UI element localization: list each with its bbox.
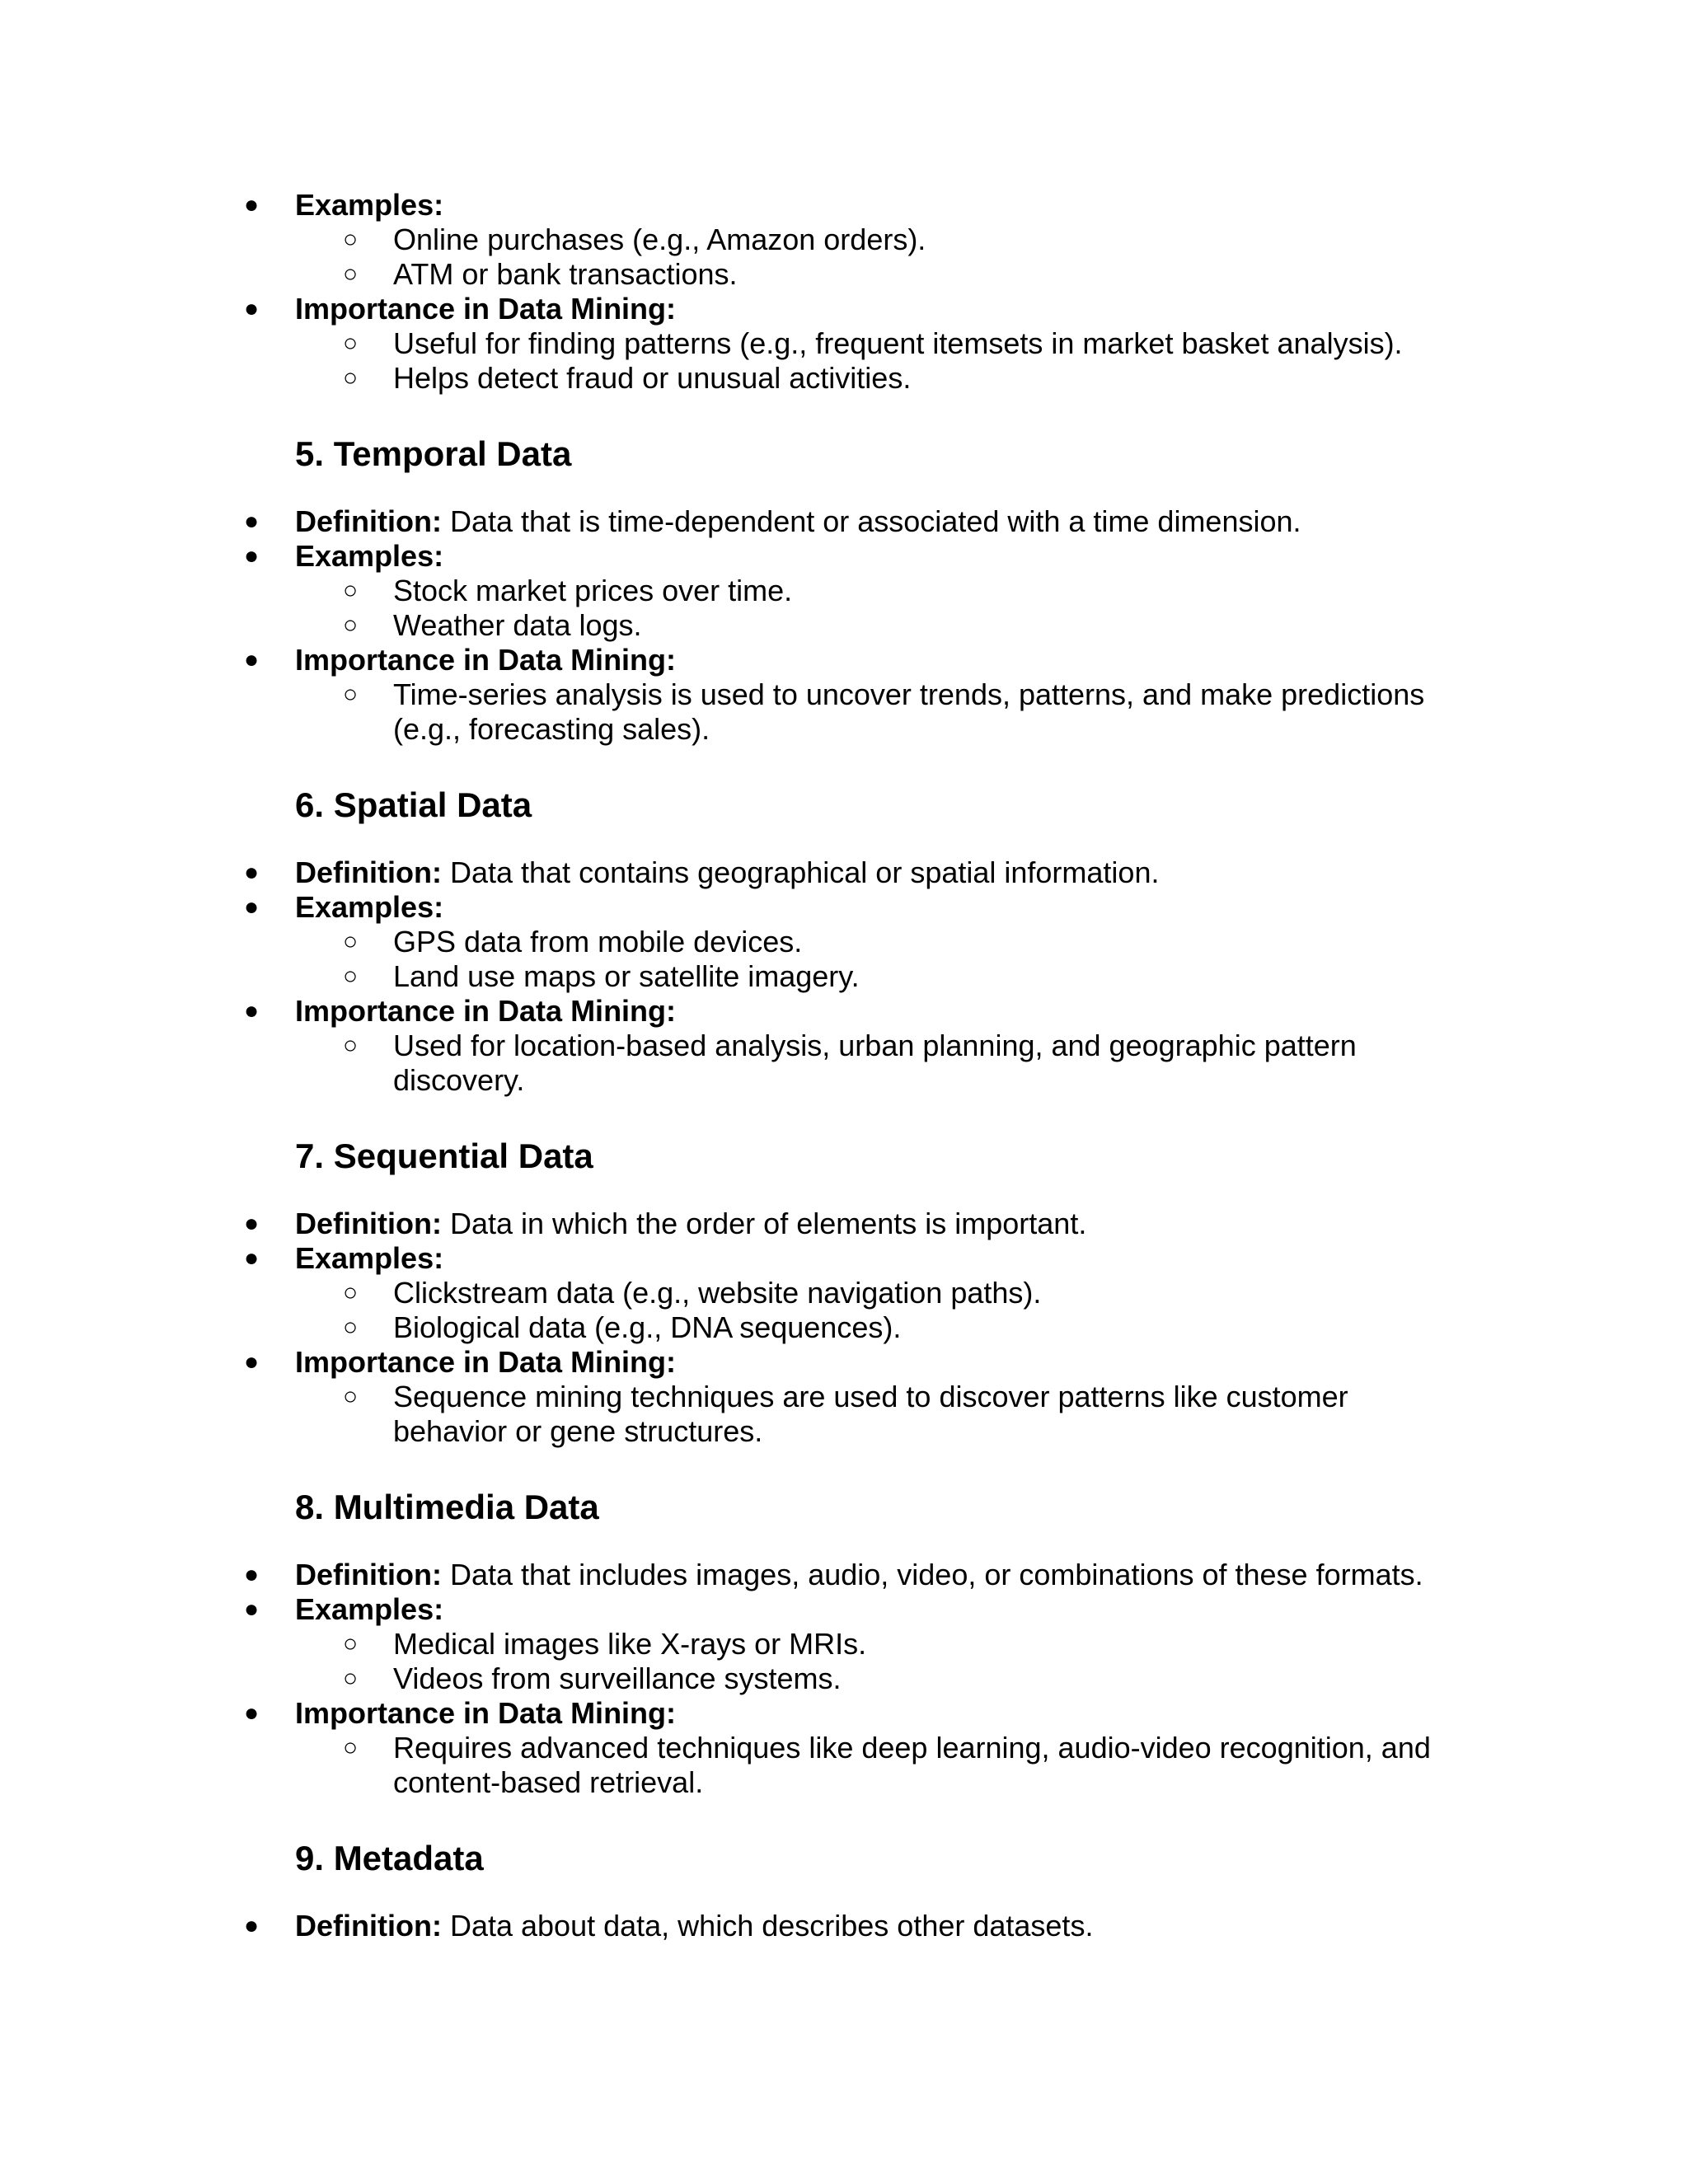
list-item (0, 1380, 1688, 1414)
list-item-continuation (0, 1063, 1688, 1098)
list-item-continuation (0, 1414, 1688, 1449)
bullet-icon: ● (244, 1210, 260, 1237)
list-item-continuation (0, 712, 1688, 747)
hollow-bullet-icon: ○ (343, 612, 359, 639)
bullet-icon: ● (244, 542, 260, 569)
definition-text: Data that contains geographical or spatial information. (441, 855, 1160, 889)
importance-label: Importance in Data Mining: (295, 1696, 677, 1730)
section-heading: 6. Spatial Data (295, 785, 532, 824)
definition-line (295, 1558, 1423, 1592)
hollow-bullet-icon: ○ (343, 577, 359, 604)
list-item (0, 1207, 1688, 1241)
section-heading: 5. Temporal Data (295, 434, 572, 473)
examples-label: Examples: (295, 1592, 444, 1626)
list-item (0, 855, 1688, 890)
definition-label: Definition: (295, 1558, 442, 1591)
importance-text: discovery. (393, 1063, 525, 1097)
list-item-continuation (0, 1765, 1688, 1800)
hollow-bullet-icon: ○ (343, 364, 359, 391)
bullet-icon: ● (244, 1244, 260, 1272)
list-item (0, 504, 1688, 539)
list-item (0, 188, 1688, 223)
examples-label: Examples: (295, 890, 444, 924)
list-item (0, 925, 1688, 959)
importance-label: Importance in Data Mining: (295, 994, 677, 1028)
example-text: Stock market prices over time. (393, 574, 793, 607)
list-item (0, 361, 1688, 396)
importance-text: Requires advanced techniques like deep learning, audio-video recognition, and (393, 1731, 1431, 1765)
section-temporal-data (0, 432, 1688, 747)
definition-line (295, 1207, 1086, 1241)
importance-text: Sequence mining techniques are used to discover patterns like customer (393, 1380, 1348, 1413)
bullet-icon: ● (244, 646, 260, 673)
bullet-icon: ● (244, 508, 260, 535)
examples-label: Examples: (295, 539, 444, 573)
list-item (0, 539, 1688, 574)
bullet-icon: ● (244, 1699, 260, 1727)
section-heading: 8. Multimedia Data (295, 1488, 599, 1526)
list-item (0, 1731, 1688, 1765)
hollow-bullet-icon: ○ (343, 1383, 359, 1410)
examples-label: Examples: (295, 1241, 444, 1275)
section-heading: 9. Metadata (295, 1839, 484, 1877)
hollow-bullet-icon: ○ (343, 1032, 359, 1059)
importance-text: behavior or gene structures. (393, 1414, 763, 1448)
definition-text: Data in which the order of elements is important. (441, 1207, 1087, 1240)
list-item (0, 1558, 1688, 1592)
importance-label: Importance in Data Mining: (295, 643, 677, 677)
list-item (0, 292, 1688, 326)
list-item (0, 1241, 1688, 1276)
list-item (0, 1627, 1688, 1661)
list-item (0, 1909, 1688, 1943)
list-item (0, 608, 1688, 643)
list-item (0, 1029, 1688, 1063)
hollow-bullet-icon: ○ (343, 260, 359, 288)
example-text: Clickstream data (e.g., website navigation paths). (393, 1276, 1042, 1310)
bullet-icon: ● (244, 1596, 260, 1623)
example-text: Biological data (e.g., DNA sequences). (393, 1310, 902, 1344)
hollow-bullet-icon: ○ (343, 963, 359, 990)
bullet-icon: ● (244, 191, 260, 218)
bullet-icon: ● (244, 1912, 260, 1939)
list-item (0, 223, 1688, 257)
importance-text: Used for location-based analysis, urban planning, and geographic pattern (393, 1029, 1357, 1062)
bullet-icon: ● (244, 859, 260, 886)
list-item (0, 994, 1688, 1029)
hollow-bullet-icon: ○ (343, 1665, 359, 1692)
list-item (0, 326, 1688, 361)
definition-label: Definition: (295, 504, 442, 538)
hollow-bullet-icon: ○ (343, 681, 359, 708)
importance-text: (e.g., forecasting sales). (393, 712, 710, 746)
bullet-icon: ● (244, 997, 260, 1024)
importance-text: Helps detect fraud or unusual activities. (393, 361, 912, 395)
hollow-bullet-icon: ○ (343, 1630, 359, 1657)
example-text: GPS data from mobile devices. (393, 925, 803, 958)
list-item (0, 1592, 1688, 1627)
definition-text: Data that is time-dependent or associated with a time dimension. (441, 504, 1301, 538)
document-page (0, 188, 1688, 1943)
example-text: Videos from surveillance systems. (393, 1661, 842, 1695)
importance-text: content-based retrieval. (393, 1765, 704, 1799)
section-metadata (0, 1836, 1688, 1943)
importance-label: Importance in Data Mining: (295, 1345, 677, 1379)
list-item (0, 959, 1688, 994)
definition-text: Data about data, which describes other datasets. (441, 1909, 1094, 1943)
example-text: Weather data logs. (393, 608, 642, 642)
intro-block (0, 188, 1688, 396)
definition-label: Definition: (295, 1909, 442, 1943)
hollow-bullet-icon: ○ (343, 226, 359, 253)
example-text: Land use maps or satellite imagery. (393, 959, 860, 993)
importance-text: Time-series analysis is used to uncover trends, patterns, and make predictions (393, 677, 1425, 711)
hollow-bullet-icon: ○ (343, 1314, 359, 1341)
definition-line (295, 504, 1301, 539)
importance-text: Useful for finding patterns (e.g., frequent itemsets in market basket analysis). (393, 326, 1403, 360)
definition-text: Data that includes images, audio, video, or combinations of these formats. (441, 1558, 1423, 1591)
list-item (0, 1310, 1688, 1345)
example-text: Medical images like X-rays or MRIs. (393, 1627, 867, 1661)
section-sequential-data (0, 1134, 1688, 1449)
bullet-icon: ● (244, 893, 260, 921)
section-spatial-data (0, 783, 1688, 1098)
bullet-icon: ● (244, 295, 260, 322)
example-text: Online purchases (e.g., Amazon orders). (393, 223, 926, 256)
hollow-bullet-icon: ○ (343, 928, 359, 955)
list-item (0, 1276, 1688, 1310)
section-heading: 7. Sequential Data (295, 1137, 593, 1175)
list-item (0, 574, 1688, 608)
example-text: ATM or bank transactions. (393, 257, 738, 291)
hollow-bullet-icon: ○ (343, 1734, 359, 1761)
definition-label: Definition: (295, 1207, 442, 1240)
definition-label: Definition: (295, 855, 442, 889)
examples-label: Examples: (295, 188, 444, 222)
list-item (0, 890, 1688, 925)
definition-line (295, 855, 1159, 890)
list-item (0, 643, 1688, 677)
hollow-bullet-icon: ○ (343, 1279, 359, 1306)
list-item (0, 677, 1688, 712)
importance-label: Importance in Data Mining: (295, 292, 677, 326)
section-multimedia-data (0, 1485, 1688, 1800)
bullet-icon: ● (244, 1561, 260, 1588)
list-item (0, 1696, 1688, 1731)
bullet-icon: ● (244, 1348, 260, 1376)
list-item (0, 1345, 1688, 1380)
list-item (0, 257, 1688, 292)
definition-line (295, 1909, 1093, 1943)
hollow-bullet-icon: ○ (343, 330, 359, 357)
list-item (0, 1661, 1688, 1696)
